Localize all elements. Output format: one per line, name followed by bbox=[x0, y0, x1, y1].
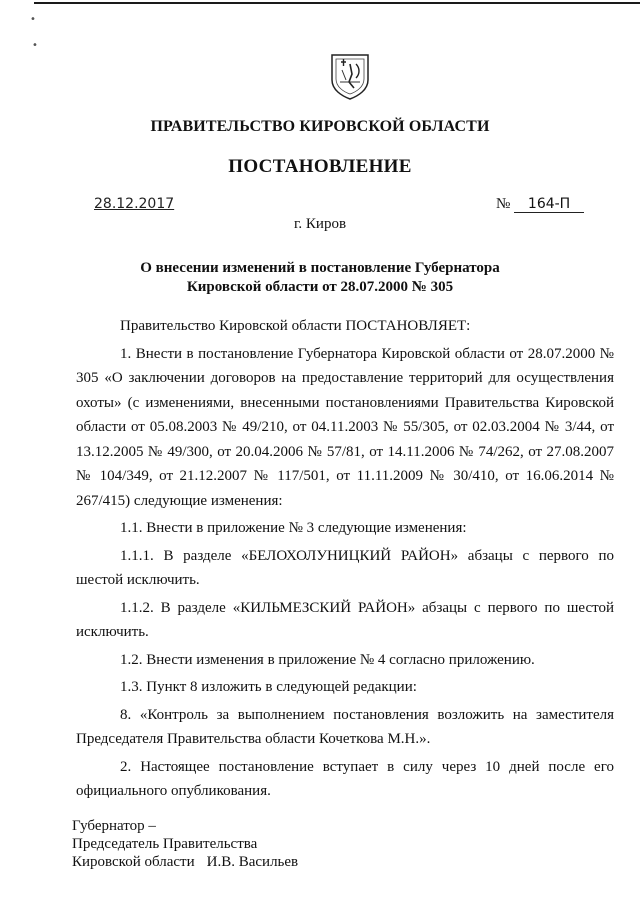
number-sign: № bbox=[496, 196, 511, 212]
city-name: г. Киров bbox=[293, 216, 347, 232]
paragraph-1-3: 1.3. Пункт 8 изложить в следующей редакции: bbox=[120, 679, 417, 695]
document-number: 164-П bbox=[514, 196, 584, 213]
title-line-2: Кировской области от 28.07.2000 № 305 bbox=[186, 279, 454, 295]
coat-of-arms-emblem bbox=[330, 52, 370, 100]
top-border-line bbox=[34, 2, 640, 4]
signature-line-2: Председатель Правительства bbox=[72, 836, 258, 852]
document-date: 28.12.2017 bbox=[94, 196, 175, 212]
paragraph-1-2: 1.2. Внести изменения в приложение № 4 согласно приложению. bbox=[120, 651, 535, 668]
scan-speck: • bbox=[30, 14, 36, 25]
paragraph-8-quote: 8. «Контроль за выполнением постановления возложить на заместителя Председателя Правительства области Кочеткова М.Н.». bbox=[76, 706, 614, 747]
paragraph-1-1: 1.1. Внести в приложение № 3 следующие изменения: bbox=[120, 520, 467, 536]
signature-line-3 bbox=[72, 853, 298, 871]
paragraph-1-1-1: 1.1.1. В разделе «БЕЛОХОЛУНИЦКИЙ РАЙОН» абзацы с первого по шестой исключить. bbox=[76, 547, 614, 588]
paragraph-1-1-2: 1.1.2. В разделе «КИЛЬМЕЗСКИЙ РАЙОН» абзацы с первого по шестой исключить. bbox=[76, 599, 614, 640]
title-line-1: О внесении изменений в постановление Губернатора bbox=[140, 260, 500, 276]
government-name: ПРАВИТЕЛЬСТВО КИРОВСКОЙ ОБЛАСТИ bbox=[150, 118, 490, 135]
document-title bbox=[0, 259, 640, 297]
signatory-name: И.В. Васильев bbox=[206, 854, 299, 870]
signature-region: Кировской области bbox=[72, 854, 195, 870]
paragraph-2: 2. Настоящее постановление вступает в силу через 10 дней после его официального опубликования. bbox=[76, 758, 614, 799]
intro-paragraph: Правительство Кировской области ПОСТАНОВЛЯЕТ: bbox=[120, 318, 471, 334]
document-body bbox=[76, 314, 614, 804]
document-type: ПОСТАНОВЛЕНИЕ bbox=[228, 156, 412, 177]
signature-block bbox=[72, 817, 298, 871]
document-number-block bbox=[496, 196, 584, 213]
signature-line-1: Губернатор – bbox=[72, 818, 156, 834]
scan-speck: • bbox=[32, 40, 38, 51]
paragraph-1: 1. Внести в постановление Губернатора Кировской области от 28.07.2000 № 305 «О заключении договоров на предоставление территорий для осуществления охоты» (с изменениями, внесенными постановлениями Правительства Кировской области от 05.08.2003 № 49/210, от 04.11.2003 № 55/305, от 02.03.2004 № 3/44, от 13.12.2005 № 49/300, от 20.04.2006 № 57/81, от 14.11.2006 № 74/262, от 27.08.2007 № 104/349, от 21.12.2007 № 117/501, от 11.11.2009 № 30/410, от 16.06.2014 № 267/415) следующие изменения: bbox=[76, 345, 614, 509]
